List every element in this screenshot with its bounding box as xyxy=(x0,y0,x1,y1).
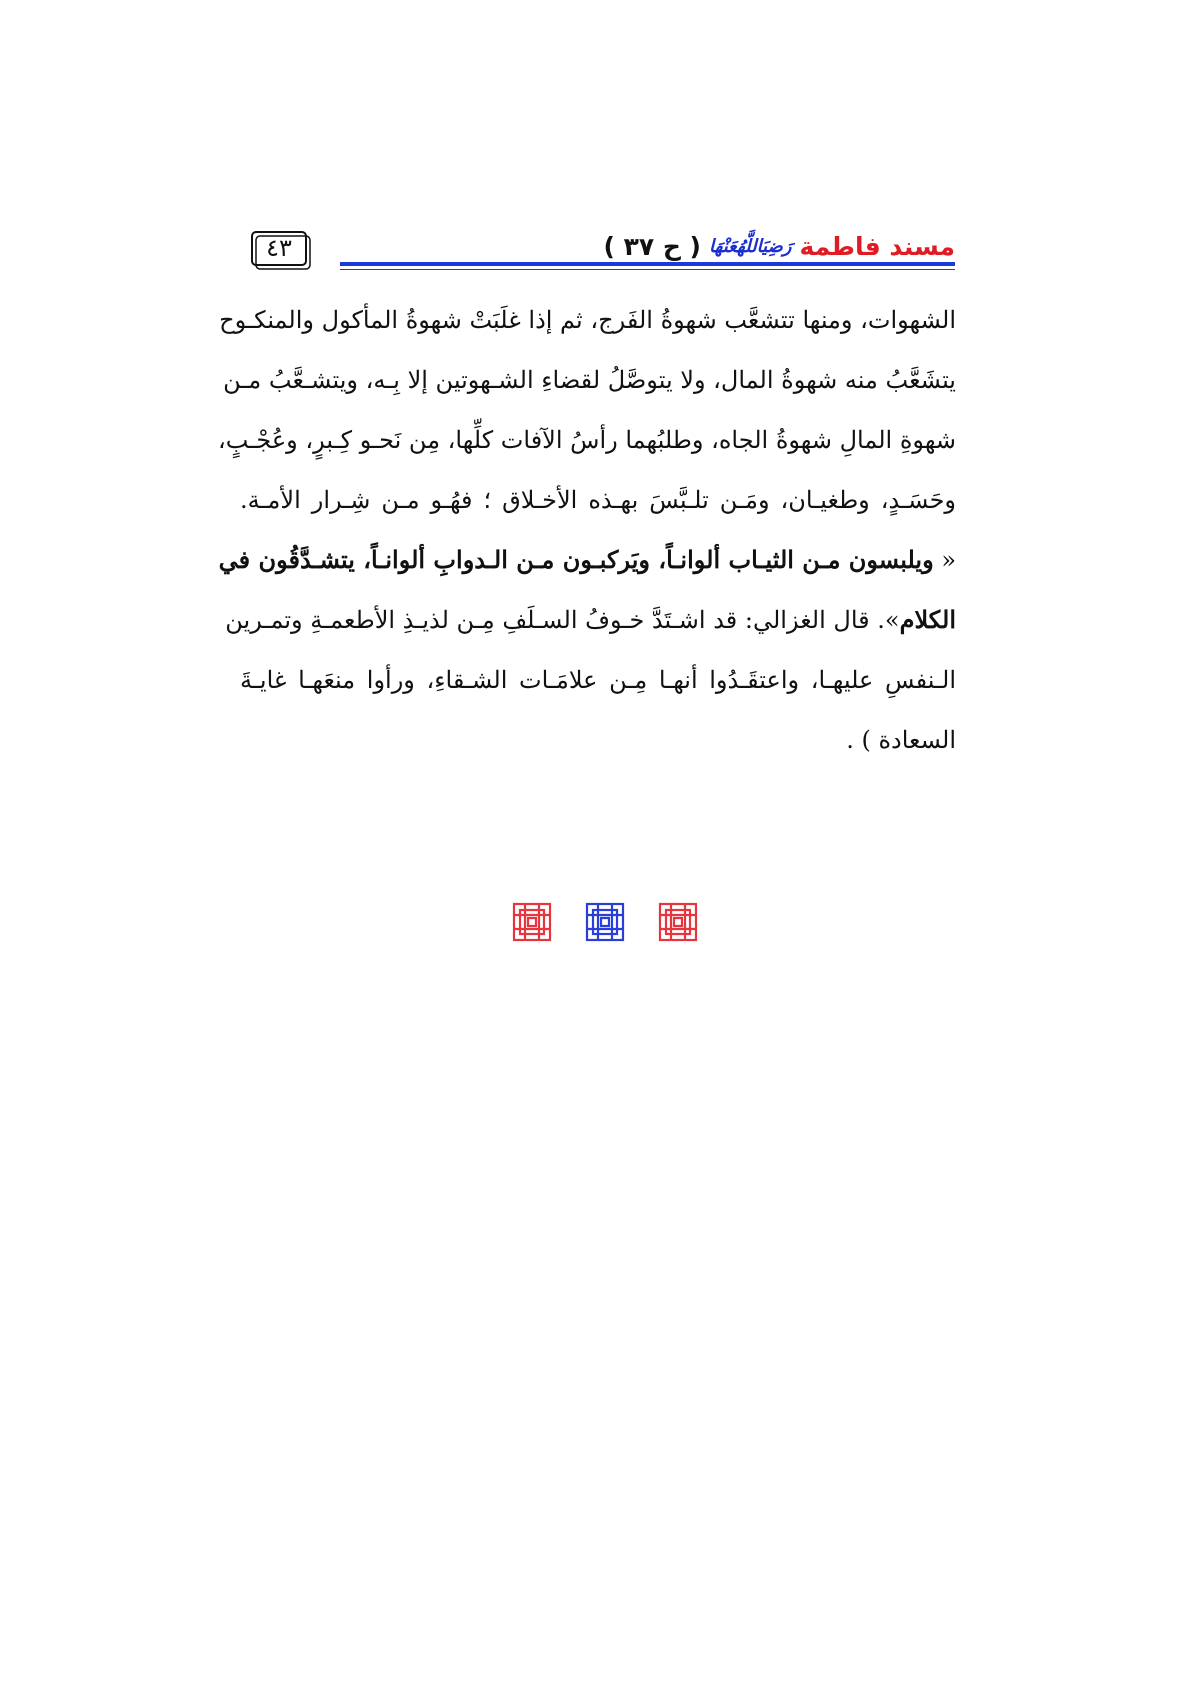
knot-ornament-icon xyxy=(583,900,627,944)
running-title xyxy=(603,230,955,262)
header-rule-thin xyxy=(340,269,955,270)
text-line-2: يتشَعَّبُ منه شهوةُ المال، ولا يتوصَّلُ لقضاءِ الشـهوتين إلا بِـه، ويتشـعَّبُ مـن xyxy=(223,366,956,394)
section-ornaments xyxy=(510,900,700,948)
header-rule-thick xyxy=(340,262,955,266)
commentary-start: ». قال الغزالي: قد اشـتَدَّ خـوفُ السـلَفِ مِـن لذيـذِ الأطعمـةِ وتمـرين xyxy=(225,606,900,634)
text-line-4: وحَسَـدٍ، وطغيـان، ومَـن تلـبَّسَ بهـذه الأخـلاق ؛ فهُـو مـن شِـرار الأمـة. xyxy=(240,486,956,514)
page-number: ٤٣ xyxy=(266,234,292,262)
knot-ornament-icon xyxy=(656,900,700,944)
text-line-6 xyxy=(225,590,956,650)
hadith-text-bold: ويلبسون مـن الثيـاب ألوانـاً، ويَركبـون مـن الـدوابِ ألوانـاً، يتشـدَّقُون في xyxy=(218,545,934,574)
text-line-8: السعادة ) . xyxy=(846,726,956,754)
hadith-text-bold-end: الكلام xyxy=(899,605,956,634)
text-line-7: الـنفسِ عليهـا، واعتقَـدُوا أنهـا مِـن علامَـات الشـقاءِ، ورأوا منعَهـا غايـةَ xyxy=(240,666,956,694)
book-title: مسند فاطمة xyxy=(799,231,955,261)
text-line-5 xyxy=(218,530,956,590)
quote-open: « xyxy=(933,546,956,574)
body-text xyxy=(218,290,956,770)
text-line-3: شهوةِ المالِ شهوةُ الجاه، وطلبُهما رأسُ الآفات كلِّها، مِن نَحـو كِـبرٍ، وعُجْـبٍ، xyxy=(218,426,956,454)
page-number-frame xyxy=(250,230,312,268)
honorific-glyph: رَضِيَاللَّهُعَنْهَا xyxy=(708,235,792,257)
text-line-1: الشهوات، ومنها تتشعَّب شهوةُ الفَرج، ثم إذا غلَبَتْ شهوةُ المأكول والمنكـوح xyxy=(219,306,956,334)
hadith-reference: ( ح ٣٧ ) xyxy=(603,231,701,261)
knot-ornament-icon xyxy=(510,900,554,944)
